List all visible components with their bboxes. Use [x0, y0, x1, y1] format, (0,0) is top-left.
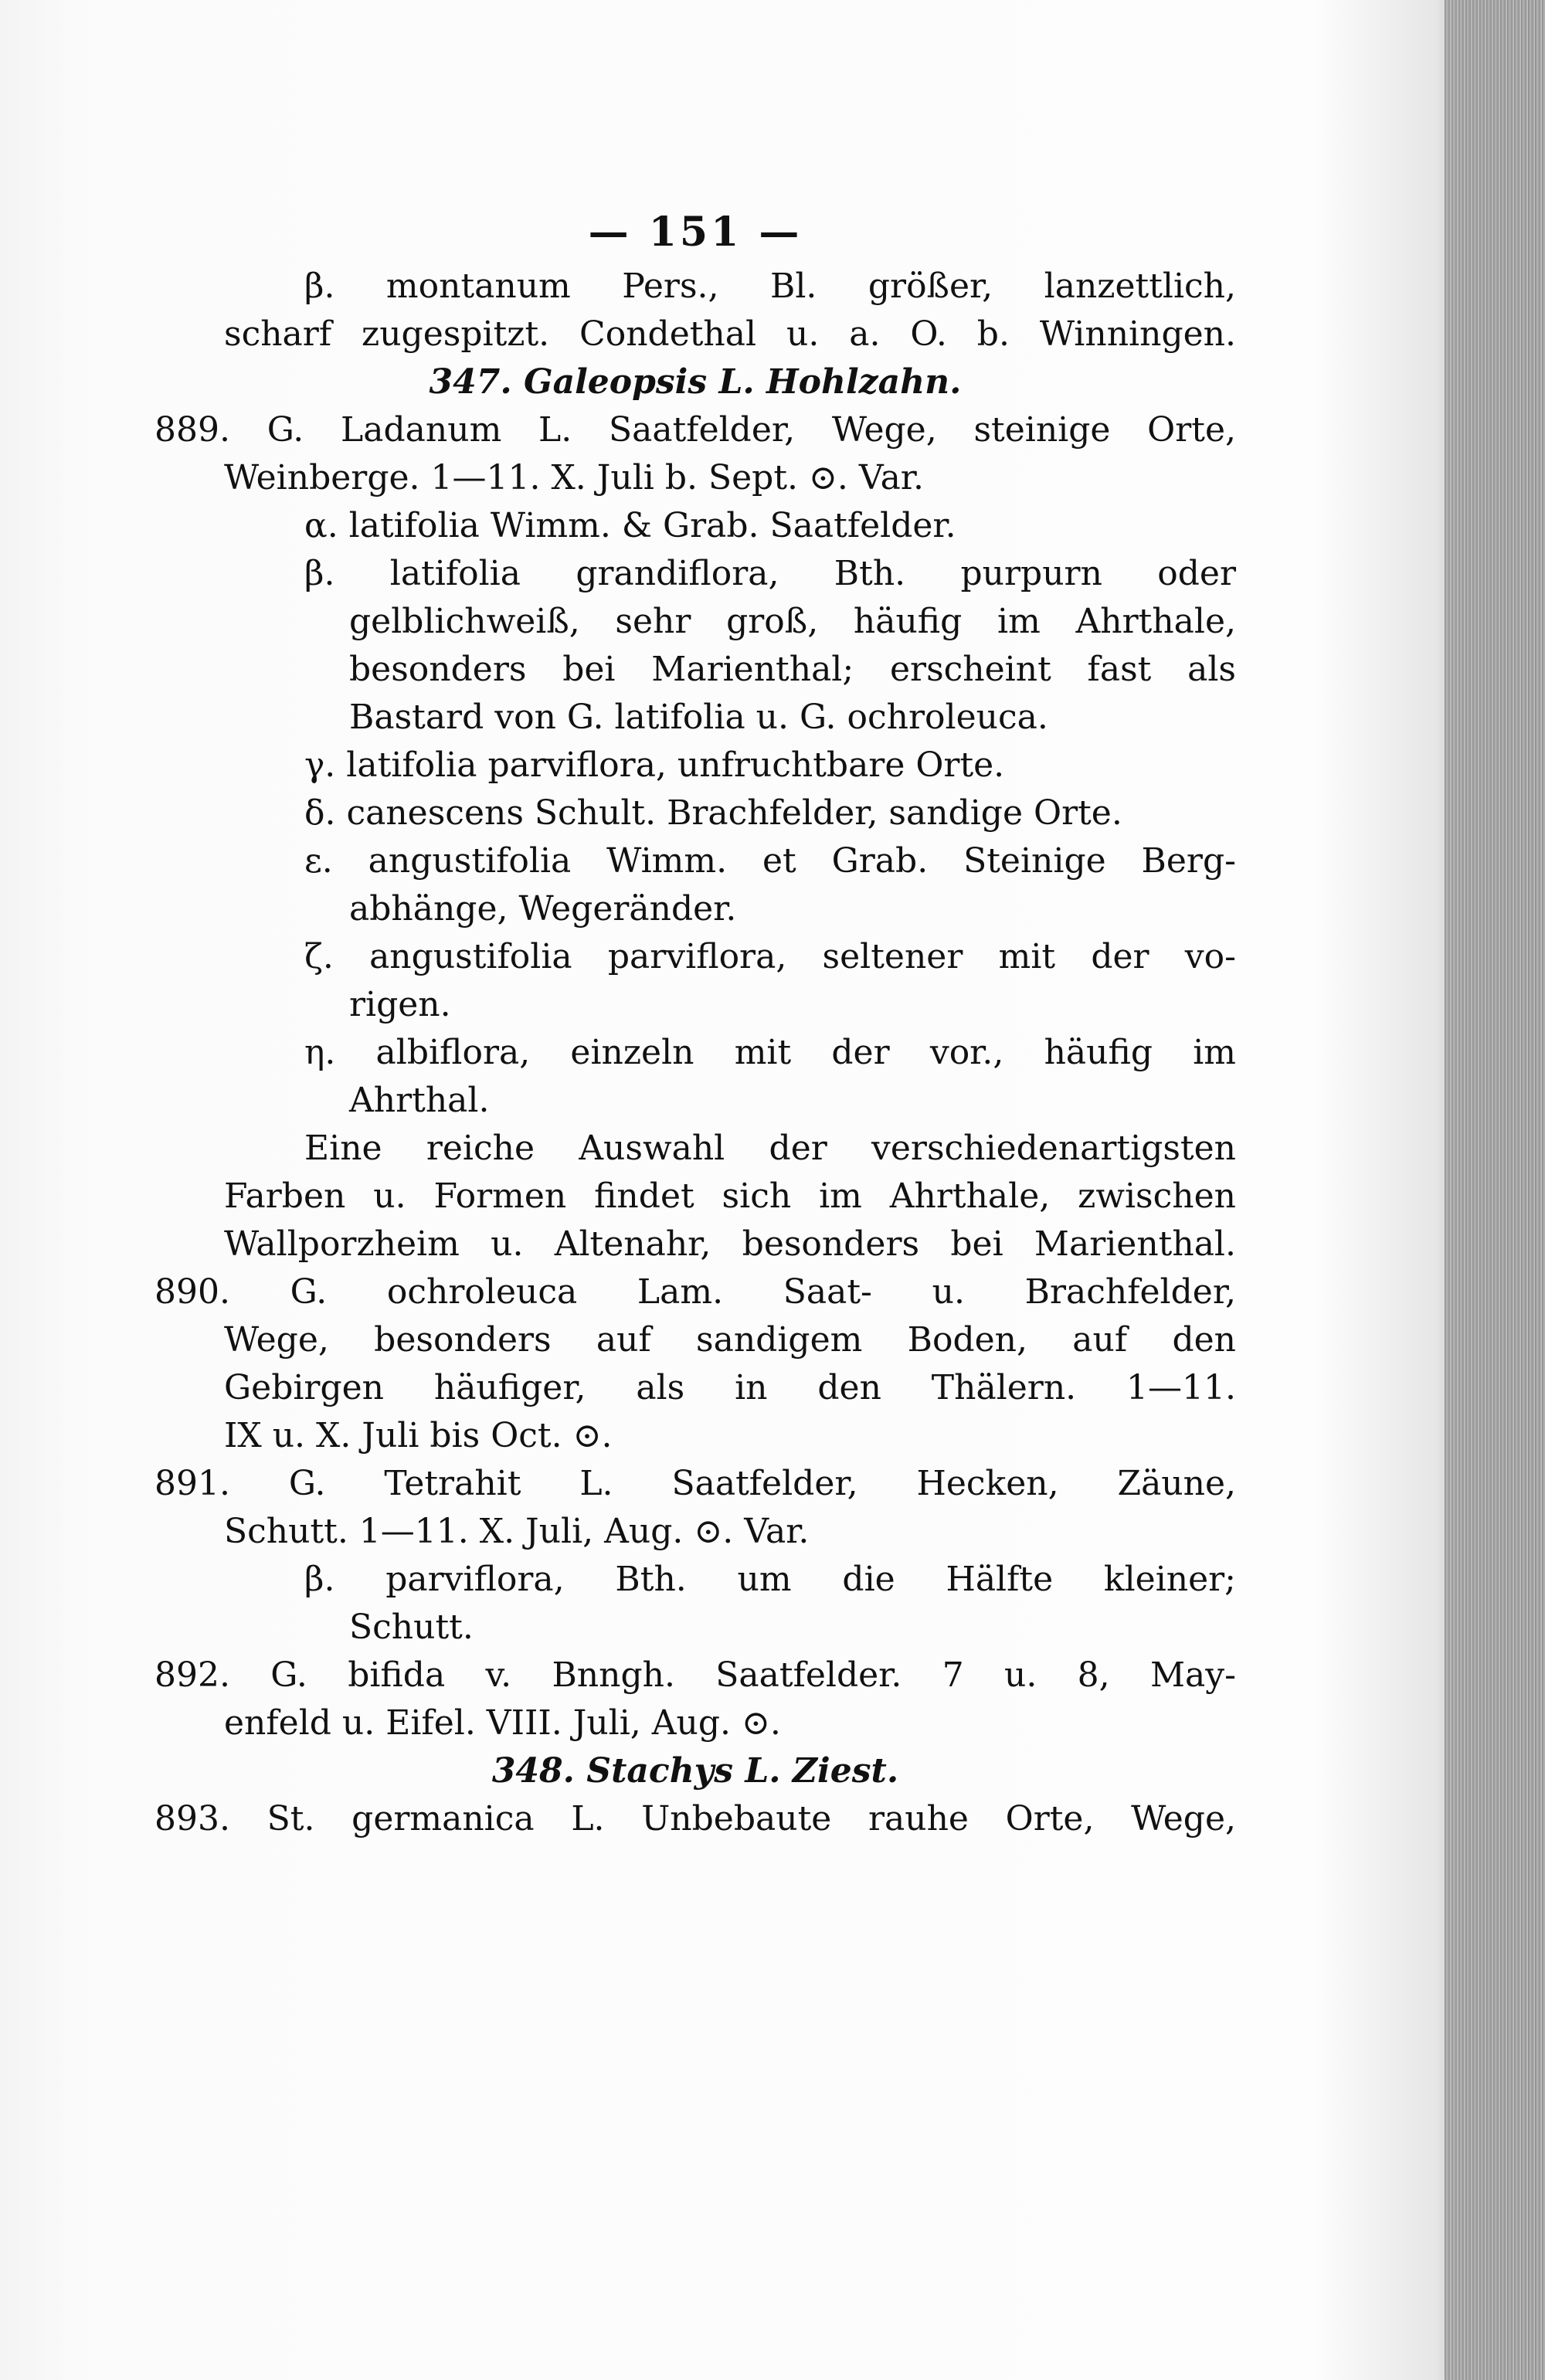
text-line: η. albiflora, einzeln mit der vor., häufig im — [304, 1033, 1236, 1072]
text-line: Wallporzheim u. Altenahr, besonders bei Marienthal. — [224, 1224, 1236, 1264]
text-line: γ. latifolia parviflora, unfruchtbare Orte. — [304, 745, 1005, 785]
text-line: β. latifolia grandiflora, Bth. purpurn oder — [304, 554, 1236, 593]
text-line: besonders bei Marienthal; erscheint fast als — [349, 650, 1236, 689]
page-text — [154, 209, 1236, 1843]
text-line: Schutt. — [349, 1608, 474, 1647]
running-header: — 151 — — [588, 209, 803, 256]
text-line: rigen. — [349, 985, 451, 1024]
text-line: β. montanum Pers., Bl. größer, lanzettlich, — [304, 267, 1236, 306]
text-line: δ. canescens Schult. Brachfelder, sandige Orte. — [304, 793, 1122, 833]
text-line: IX u. X. Juli bis Oct. ⊙. — [224, 1416, 613, 1455]
text-line: 890. G. ochroleuca Lam. Saat- u. Brachfelder, — [154, 1272, 1236, 1312]
text-line: Bastard von G. latifolia u. G. ochroleuca. — [349, 698, 1048, 737]
text-line: 893. St. germanica L. Unbebaute rauhe Orte, Wege, — [154, 1799, 1236, 1838]
text-line: Farben u. Formen findet sich im Ahrthale, zwischen — [224, 1176, 1236, 1216]
text-line: 889. G. Ladanum L. Saatfelder, Wege, steinige Orte, — [154, 410, 1236, 450]
text-line: enfeld u. Eifel. VIII. Juli, Aug. ⊙. — [224, 1703, 781, 1743]
text-line: α. latifolia Wimm. & Grab. Saatfelder. — [304, 506, 956, 545]
text-line: 892. G. bifida v. Bnngh. Saatfelder. 7 u. 8, May- — [154, 1655, 1236, 1695]
text-line: Ahrthal. — [349, 1081, 490, 1120]
text-line: ε. angustifolia Wimm. et Grab. Steinige Berg- — [304, 841, 1236, 881]
text-line: Wege, besonders auf sandigem Boden, auf den — [224, 1320, 1236, 1360]
text-line: Eine reiche Auswahl der verschiedenartigsten — [304, 1129, 1236, 1168]
body-lines — [154, 263, 1236, 1843]
text-line: gelblichweiß, sehr groß, häufig im Ahrthale, — [349, 602, 1236, 641]
text-line: scharf zugespitzt. Condethal u. a. O. b. Winningen. — [224, 314, 1236, 354]
text-line: Schutt. 1—11. X. Juli, Aug. ⊙. Var. — [224, 1512, 810, 1551]
text-line: abhänge, Wegeränder. — [349, 889, 737, 929]
text-line: 347. Galeopsis L. Hohlzahn. — [429, 362, 962, 402]
text-line: β. parviflora, Bth. um die Hälfte kleiner; — [304, 1560, 1236, 1599]
text-line: ζ. angustifolia parviflora, seltener mit der vo- — [304, 937, 1236, 976]
text-line: Gebirgen häufiger, als in den Thälern. 1—11. — [224, 1368, 1236, 1407]
text-line: 348. Stachys L. Ziest. — [491, 1751, 899, 1791]
page-edge — [1445, 0, 1545, 2380]
text-line: Weinberge. 1—11. X. Juli b. Sept. ⊙. Var. — [224, 458, 924, 497]
text-line: 891. G. Tetrahit L. Saatfelder, Hecken, Zäune, — [154, 1464, 1236, 1503]
